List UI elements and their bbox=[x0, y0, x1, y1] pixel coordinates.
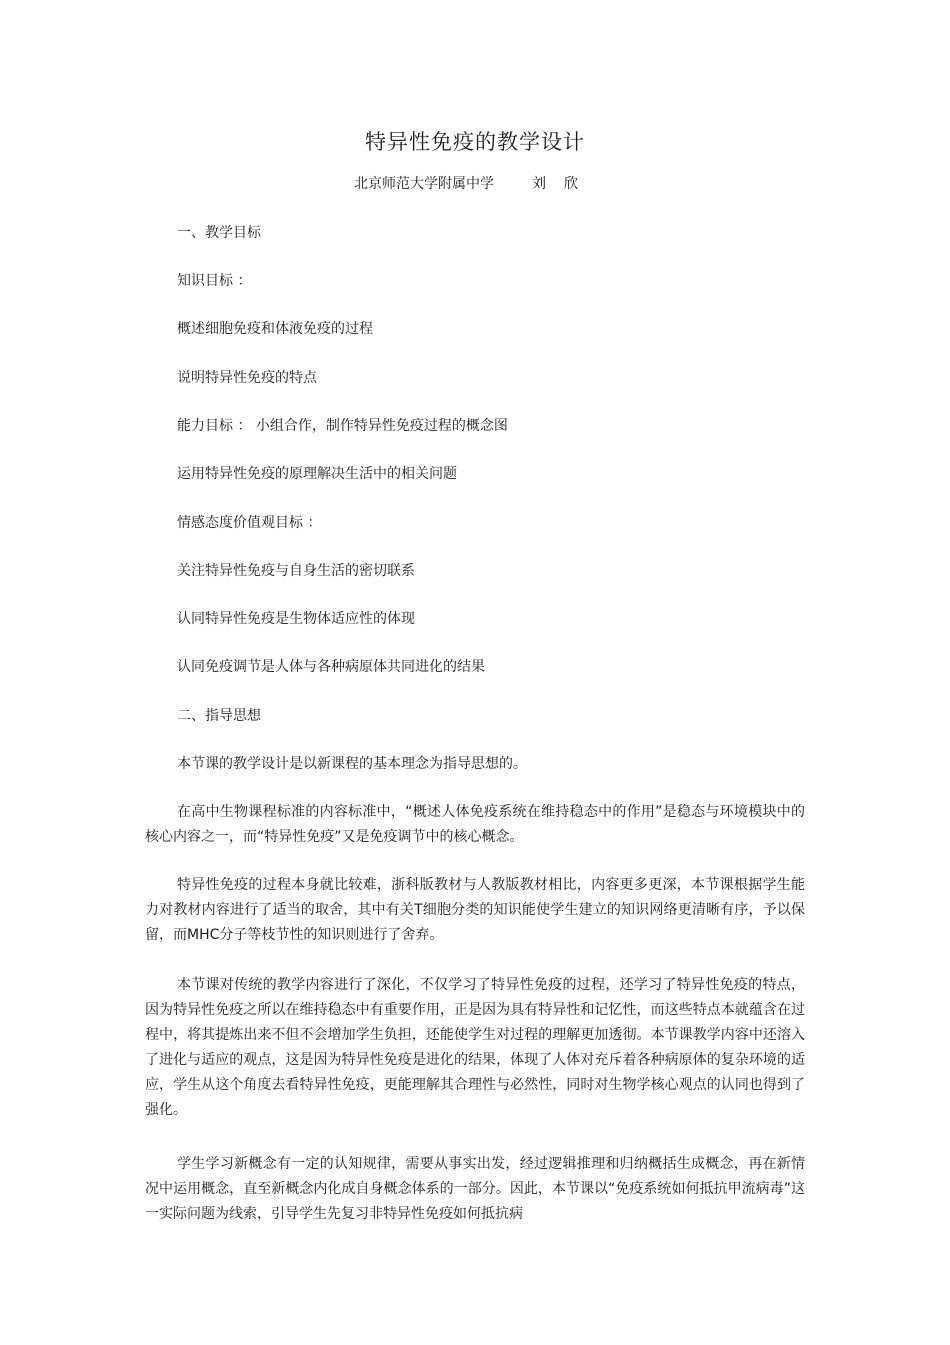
author-affiliation: 北京师范大学附属中学 bbox=[354, 176, 494, 192]
emotion-goal-item: 关注特异性免疫与自身生活的密切联系 bbox=[177, 563, 415, 579]
knowledge-goal-item: 概述细胞免疫和体液免疫的过程 bbox=[177, 321, 373, 337]
emotion-goal-item: 认同特异性免疫是生物体适应性的体现 bbox=[177, 611, 415, 627]
section-heading-guiding: 二、指导思想 bbox=[177, 708, 261, 724]
emotion-goal-item: 认同免疫调节是人体与各种病原体共同进化的结果 bbox=[177, 659, 485, 675]
emotion-goal-label: 情感态度价值观目标 ： bbox=[177, 515, 322, 531]
body-paragraph-2: 特异性免疫的过程本身就比较难，浙科版教材与人教版教材相比，内容更多更深，本节课根据学生能力对教材内容进行了适当的取舍，其中有关T细胞分类的知识能使学生建立的知识网络更清晰有序，予以保留，而MHC分子等枝节性的知识则进行了舍弃。 bbox=[145, 877, 805, 943]
section-heading-objectives: 一、教学目标 bbox=[177, 225, 261, 241]
body-paragraph-1: 在高中生物课程标准的内容标准中，“概述人体免疫系统在维持稳态中的作用”是稳态与环境模块中的核心内容之一，而“特异性免疫”又是免疫调节中的核心概念。 bbox=[145, 804, 805, 845]
document-byline bbox=[0, 174, 950, 194]
guiding-intro: 本节课的教学设计是以新课程的基本理念为指导思想的。 bbox=[177, 756, 527, 772]
knowledge-goal-label: 知识目标 ： bbox=[177, 273, 252, 289]
body-paragraph-3: 本节课对传统的教学内容进行了深化，不仅学习了特异性免疫的过程，还学习了特异性免疫的特点，因为特异性免疫之所以在维持稳态中有重要作用，正是因为具有特异性和记忆性，而这些特点本就蕴含在过程中，将其提炼出来不但不会增加学生负担，还能使学生对过程的理解更加透彻。本节课教学内容中还溶入了进化与适应的观点，这是因为特异性免疫是进化的结果，体现了人体对充斥着各种病原体的复杂环境的适应，学生从这个角度去看特异性免疫，更能理解其合理性与必然性，同时对生物学核心观点的认同也得到了强化。 bbox=[145, 977, 805, 1118]
ability-goal-item: 运用特异性免疫的原理解决生活中的相关问题 bbox=[177, 466, 457, 482]
body-paragraph-4: 学生学习新概念有一定的认知规律，需要从事实出发，经过逻辑推理和归纳概括生成概念，再在新情况中运用概念，直至新概念内化成自身概念体系的一部分。因此，本节课以“免疫系统如何抵抗甲流病毒”这一实际问题为线索，引导学生先复习非特异性免疫如何抵抗病 bbox=[145, 1156, 805, 1222]
author-name: 刘欣 bbox=[532, 176, 596, 192]
knowledge-goal-item: 说明特异性免疫的特点 bbox=[177, 370, 317, 386]
ability-goal-item: 能力目标 ： 小组合作，制作特异性免疫过程的概念图 bbox=[177, 418, 508, 434]
document-title: 特异性免疫的教学设计 bbox=[365, 130, 585, 154]
